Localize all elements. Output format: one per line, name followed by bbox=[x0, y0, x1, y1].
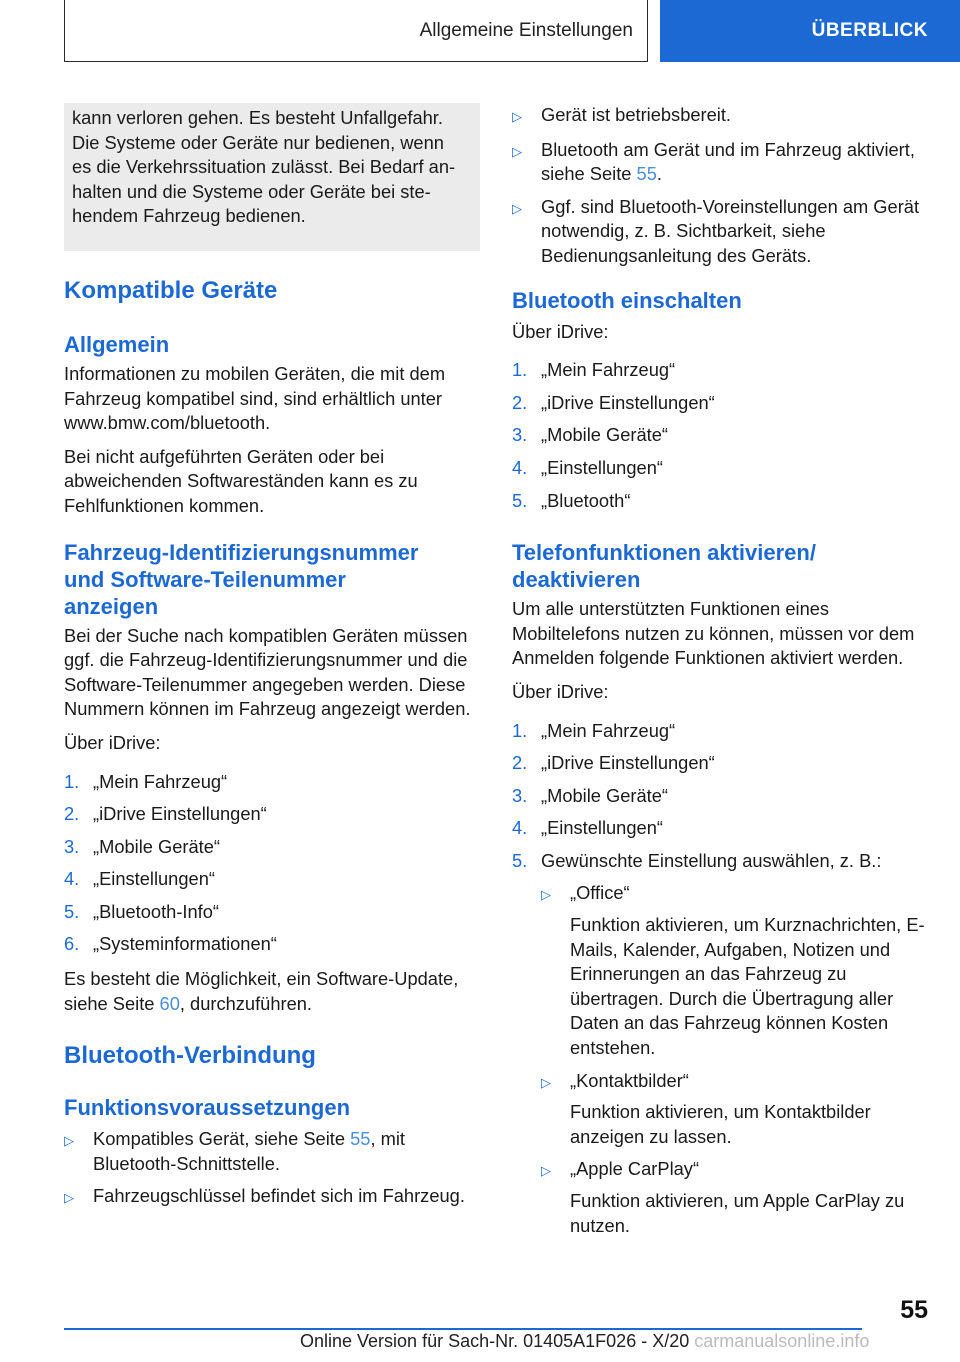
prerequisites-list-continued bbox=[512, 103, 928, 269]
update-text: Es besteht die Möglichkeit, ein Software-Update, siehe Seite bbox=[64, 968, 459, 1014]
step-text: „Mobile Geräte“ bbox=[541, 784, 668, 806]
step-number: 3. bbox=[512, 784, 528, 806]
bullet-text: Fahrzeugschlüssel befindet sich im Fahrzeug. bbox=[93, 1185, 465, 1207]
heading-allgemein: Allgemein bbox=[64, 331, 170, 357]
option-description: Funktion aktivieren, um Kurznachrichten, E-Mails, Kalender, Aufgaben, Notizen und Erinnerungen an das Fahrzeug zu übertragen. Durch die Übertragung aller Daten an das Fahrzeug können Kosten entstehen. bbox=[570, 914, 925, 1059]
list-item bbox=[64, 835, 480, 860]
option-description: Funktion aktivieren, um Apple CarPlay zu nutzen. bbox=[570, 1190, 905, 1236]
bullet-text: Ggf. sind Bluetooth-Voreinstellungen am Gerät notwendig, z. B. Sichtbarkeit, siehe Bedienungsanleitung des Geräts. bbox=[541, 195, 920, 266]
list-item bbox=[512, 719, 928, 744]
heading-fin-line: und Software-Teilenummer bbox=[64, 566, 346, 592]
step-text: „iDrive Einstellungen“ bbox=[93, 803, 267, 825]
list-item bbox=[512, 489, 928, 514]
paragraph-ueber-idrive: Über iDrive: bbox=[512, 680, 609, 702]
step-text: „iDrive Einstellungen“ bbox=[541, 752, 715, 774]
paragraph-ueber-idrive: Über iDrive: bbox=[64, 731, 161, 753]
warning-line: halten und die Systeme oder Geräte bei ste- bbox=[72, 180, 431, 202]
triangle-bullet-icon: ▷ bbox=[64, 1133, 74, 1149]
step-number: 2. bbox=[512, 752, 528, 774]
footer-text: Online Version für Sach-Nr. 01405A1F026 - X/20 bbox=[300, 1331, 690, 1351]
warning-box bbox=[64, 103, 480, 251]
step-number: 6. bbox=[64, 933, 80, 955]
step-number: 5. bbox=[512, 489, 528, 511]
header-section-title bbox=[64, 0, 648, 62]
list-item bbox=[512, 816, 928, 841]
right-column bbox=[512, 103, 928, 1256]
triangle-bullet-icon: ▷ bbox=[512, 143, 522, 159]
paragraph-ueber-idrive: Über iDrive: bbox=[512, 320, 609, 342]
step-number: 1. bbox=[64, 770, 80, 792]
list-item bbox=[512, 423, 928, 448]
list-item bbox=[512, 195, 928, 269]
bullet-text-part: Kompatibles Gerät, siehe Seite bbox=[93, 1128, 351, 1150]
step-number: 4. bbox=[512, 456, 528, 478]
step-number: 3. bbox=[512, 424, 528, 446]
step-text: Gewünschte Einstellung auswählen, z. B.: bbox=[541, 849, 882, 871]
option-description: Funktion aktivieren, um Kontaktbilder anzeigen zu lassen. bbox=[570, 1101, 871, 1147]
list-item bbox=[512, 784, 928, 809]
watermark: carmanualsonline.info bbox=[694, 1331, 870, 1351]
step-text: „Mein Fahrzeug“ bbox=[93, 770, 228, 792]
paragraph-suche: Bei der Suche nach kompatiblen Geräten müssen ggf. die Fahrzeug-Identifizierungsnummer und die Software-Teilenummer angegeben werden. Diese Nummern können im Fahrzeug angezeigt werden. bbox=[64, 624, 471, 720]
bullet-text-part: . bbox=[656, 163, 662, 185]
paragraph-nicht-aufgefuehrt: Bei nicht aufgeführten Geräten oder bei abweichenden Softwareständen kann es zu Fehlfunktionen kommen. bbox=[64, 445, 418, 516]
bullet-text: Gerät ist betriebsbereit. bbox=[541, 104, 732, 125]
option-title: „Office“ bbox=[570, 882, 630, 904]
option-title: „Kontaktbilder“ bbox=[570, 1069, 689, 1091]
list-item bbox=[512, 456, 928, 481]
option-content bbox=[570, 881, 928, 1060]
page-link-55[interactable]: 55 bbox=[350, 1128, 371, 1150]
heading-fin-line: Fahrzeug-Identifizierungsnummer bbox=[64, 539, 419, 565]
step-text: „Bluetooth-Info“ bbox=[93, 900, 220, 922]
steps-list-telefon bbox=[512, 719, 928, 1247]
bullet-text bbox=[93, 1127, 480, 1176]
heading-funktionsvoraussetzungen: Funktionsvoraussetzungen bbox=[64, 1095, 351, 1121]
bullet-text bbox=[541, 138, 928, 187]
section-title: Allgemeine Einstellungen bbox=[419, 19, 633, 41]
step-text: „Systeminformationen“ bbox=[93, 933, 277, 955]
option-content bbox=[570, 1069, 928, 1150]
step-number: 5. bbox=[512, 849, 528, 871]
page-link-55[interactable]: 55 bbox=[636, 163, 657, 185]
warning-line: kann verloren gehen. Es besteht Unfallgefahr. bbox=[72, 107, 443, 128]
heading-fin-line: anzeigen bbox=[64, 593, 159, 619]
step-number: 1. bbox=[512, 719, 528, 741]
page-number: 55 bbox=[900, 1296, 928, 1324]
paragraph-software-update bbox=[64, 967, 480, 1016]
step-number: 2. bbox=[64, 803, 80, 825]
footer bbox=[300, 1331, 869, 1352]
triangle-bullet-icon: ▷ bbox=[512, 200, 522, 216]
list-item bbox=[64, 802, 480, 827]
chapter-title: ÜBERBLICK bbox=[811, 20, 928, 41]
step-text: „Mobile Geräte“ bbox=[541, 424, 668, 446]
warning-line: hendem Fahrzeug bedienen. bbox=[72, 205, 306, 227]
step-number: 5. bbox=[64, 900, 80, 922]
warning-line: Die Systeme oder Geräte nur bedienen, wenn bbox=[72, 131, 444, 153]
list-item bbox=[512, 751, 928, 776]
list-item bbox=[64, 867, 480, 892]
heading-tel-line: Telefonfunktionen aktivieren/ bbox=[512, 540, 816, 566]
step-number: 1. bbox=[512, 359, 528, 381]
heading-bluetooth-einschalten: Bluetooth einschalten bbox=[512, 287, 742, 313]
list-item bbox=[64, 1184, 480, 1211]
triangle-bullet-icon: ▷ bbox=[541, 887, 551, 903]
bullet-text-part: , mit Bluetooth-Schnittstelle. bbox=[93, 1128, 405, 1174]
left-column bbox=[64, 103, 480, 1221]
paragraph-info: Informationen zu mobilen Geräten, die mit dem Fahrzeug kompatibel sind, sind erhältlich unter www.bmw.com/bluetooth. bbox=[64, 362, 446, 434]
heading-kompatible-geraete: Kompatible Geräte bbox=[64, 276, 278, 304]
list-item bbox=[512, 138, 928, 187]
step-text: „Mein Fahrzeug“ bbox=[541, 359, 676, 381]
step-content bbox=[541, 849, 928, 1246]
update-text: , durchzuführen. bbox=[179, 992, 312, 1014]
prerequisites-list bbox=[64, 1127, 480, 1211]
heading-telefonfunktionen bbox=[512, 539, 928, 593]
warning-line: es die Verkehrssituation zulässt. Bei Bedarf an- bbox=[72, 156, 456, 178]
list-item bbox=[512, 358, 928, 383]
step-text: „iDrive Einstellungen“ bbox=[541, 391, 715, 413]
list-item bbox=[512, 849, 928, 1246]
list-item bbox=[541, 1157, 928, 1238]
step-text: „Bluetooth“ bbox=[541, 489, 631, 511]
footer-divider bbox=[64, 1328, 862, 1330]
options-sublist bbox=[541, 881, 928, 1238]
heading-bluetooth-verbindung: Bluetooth-Verbindung bbox=[64, 1042, 316, 1070]
triangle-bullet-icon: ▷ bbox=[541, 1074, 551, 1090]
step-text: „Einstellungen“ bbox=[541, 456, 663, 478]
header-chapter-tab[interactable] bbox=[660, 0, 960, 62]
list-item bbox=[64, 932, 480, 957]
step-text: „Einstellungen“ bbox=[93, 868, 215, 890]
step-text: „Mein Fahrzeug“ bbox=[541, 719, 676, 741]
triangle-bullet-icon: ▷ bbox=[512, 109, 522, 124]
step-number: 3. bbox=[64, 835, 80, 857]
list-item bbox=[541, 881, 928, 1060]
step-number: 2. bbox=[512, 391, 528, 413]
list-item bbox=[512, 391, 928, 416]
step-number: 4. bbox=[512, 817, 528, 839]
triangle-bullet-icon: ▷ bbox=[541, 1163, 551, 1179]
list-item bbox=[64, 900, 480, 925]
list-item bbox=[512, 103, 928, 130]
page-link-60[interactable]: 60 bbox=[159, 992, 180, 1014]
step-text: „Mobile Geräte“ bbox=[93, 835, 220, 857]
list-item bbox=[541, 1069, 928, 1150]
paragraph-telefon: Um alle unterstützten Funktionen eines Mobiltelefons nutzen zu können, müssen vor dem Anmelden folgende Funktionen aktiviert werden. bbox=[512, 598, 915, 669]
heading-tel-line: deaktivieren bbox=[512, 567, 641, 593]
option-content bbox=[570, 1157, 928, 1238]
step-number: 4. bbox=[64, 868, 80, 890]
list-item bbox=[64, 1127, 480, 1176]
heading-fin bbox=[64, 539, 480, 620]
option-title: „Apple CarPlay“ bbox=[570, 1158, 700, 1180]
triangle-bullet-icon: ▷ bbox=[64, 1190, 74, 1206]
bullet-text-part: Bluetooth am Gerät und im Fahrzeug aktiviert, siehe Seite bbox=[541, 138, 915, 185]
steps-list-bluetooth bbox=[512, 358, 928, 513]
list-item bbox=[64, 770, 480, 795]
step-text: „Einstellungen“ bbox=[541, 817, 663, 839]
steps-list-fin bbox=[64, 770, 480, 958]
